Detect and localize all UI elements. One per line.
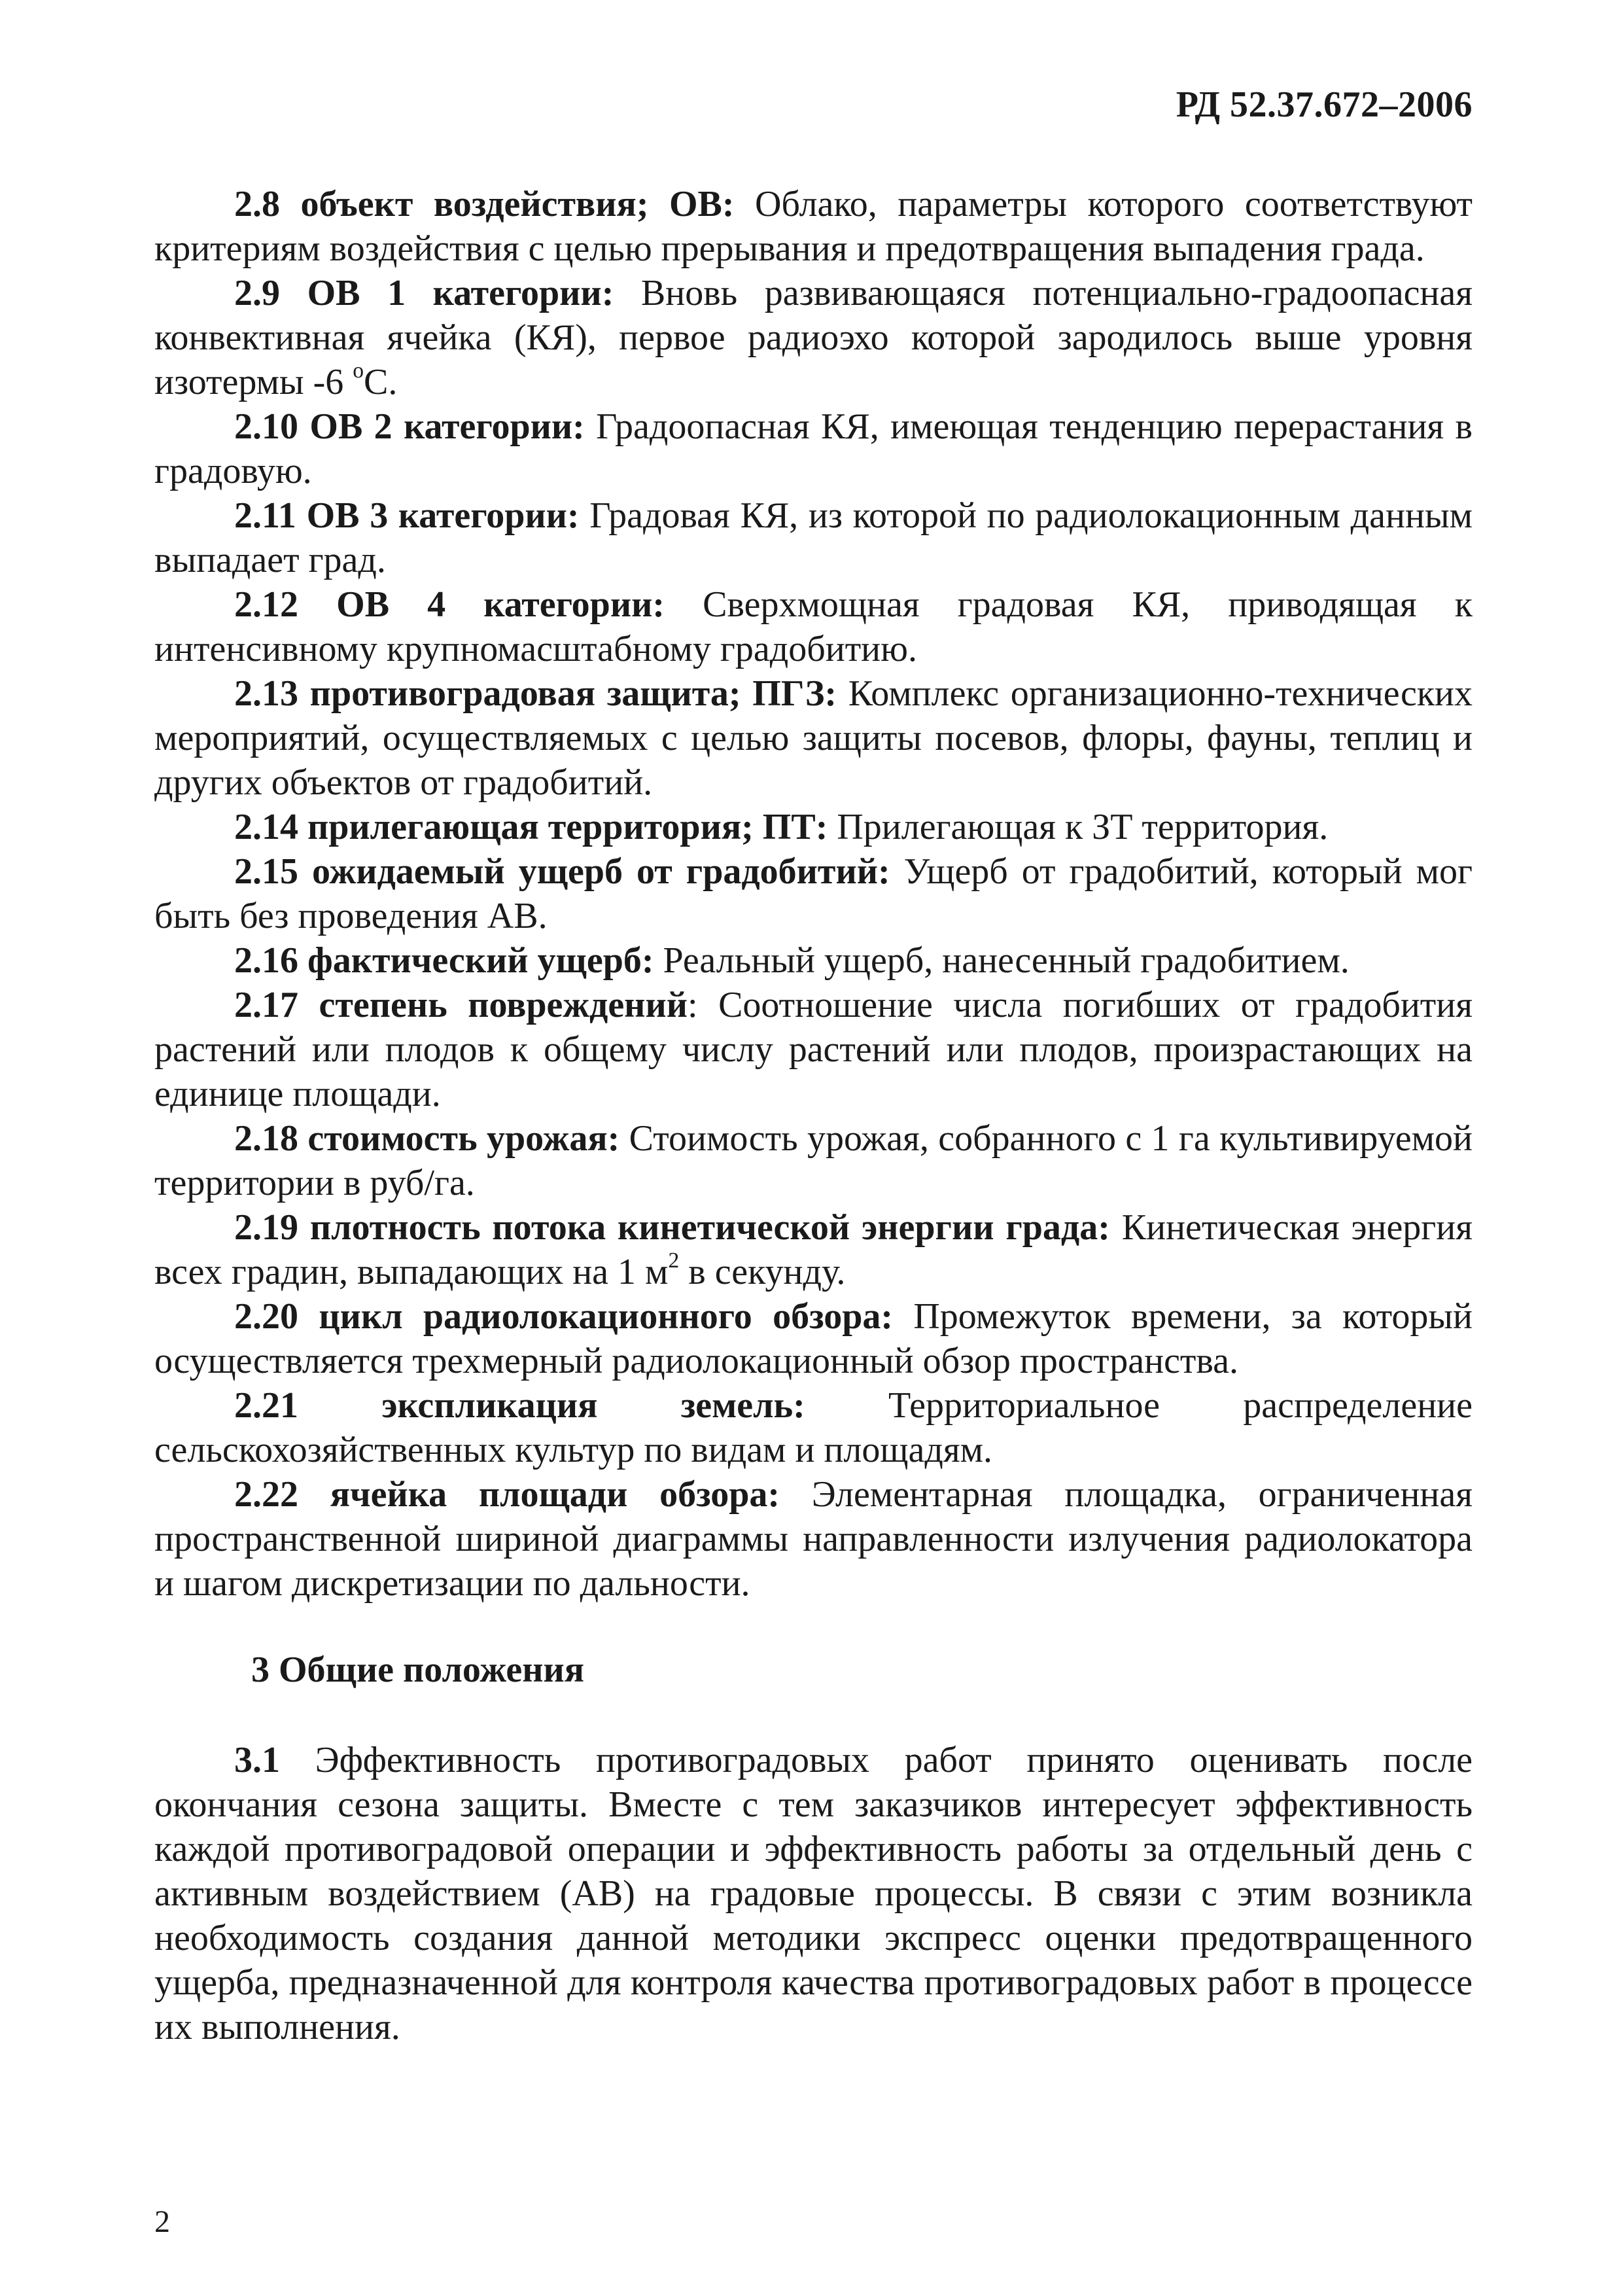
definition-text: Промежуток времени, за который осуществляется трехмерный радиолокационный обзор пространства. xyxy=(154,1296,1473,1381)
definition-term: ОВ 1 категории: xyxy=(307,273,614,313)
definition-text: Сверхмощная градовая КЯ, приводящая к интенсивному крупномасштабному градобитию. xyxy=(154,584,1473,669)
square-superscript: 2 xyxy=(668,1248,680,1273)
section-paragraph-3-1 xyxy=(154,1738,1473,2049)
definition-number: 2.22 xyxy=(234,1474,298,1515)
definition-term: степень повреждений xyxy=(319,985,688,1025)
definition-term: объект воздействия; ОВ: xyxy=(300,184,735,224)
definition-text: Комплекс организационно-технических мероприятий, осуществляемых с целью защиты посевов, флоры, фауны, теплиц и других объектов от градобитий. xyxy=(154,673,1473,803)
definition-text-after: в секунду. xyxy=(679,1252,846,1292)
definition-text: Реальный ущерб, нанесенный градобитием. xyxy=(654,940,1350,981)
definition-number: 2.10 xyxy=(234,406,298,447)
definition-text: Ущерб от градобитий, который мог быть без проведения АВ. xyxy=(154,851,1473,936)
definition-text: Градоопасная КЯ, имеющая тенденцию перерастания в градовую. xyxy=(154,406,1473,491)
definition-term: прилегающая территория; ПТ: xyxy=(307,807,828,847)
definition-text: Элементарная площадка, ограниченная пространственной шириной диаграммы направленности излучения радиолокатора и шагом дискретизации по дальности. xyxy=(154,1474,1473,1604)
definition-text: Территориальное распределение сельскохозяйственных культур по видам и площадям. xyxy=(154,1385,1473,1470)
definition-term: цикл радиолокационного обзора: xyxy=(319,1296,894,1337)
definition-2-9 xyxy=(154,271,1473,404)
definition-text: Стоимость урожая, собранного с 1 га культивируемой территории в руб/га. xyxy=(154,1118,1473,1203)
definition-number: 2.19 xyxy=(234,1207,298,1248)
definition-term: ОВ 4 категории: xyxy=(336,584,665,625)
definition-term: ячейка площади обзора: xyxy=(330,1474,780,1515)
definition-term: ОВ 3 категории: xyxy=(306,495,580,536)
definition-text: Градовая КЯ, из которой по радиолокационным данным выпадает град. xyxy=(154,495,1473,580)
definition-2-19 xyxy=(154,1205,1473,1294)
definition-2-22 xyxy=(154,1472,1473,1606)
definition-term: плотность потока кинетической энергии града: xyxy=(309,1207,1110,1248)
degree-superscript: о xyxy=(353,358,364,383)
definition-number: 2.14 xyxy=(234,807,298,847)
definition-number: 2.8 xyxy=(234,184,280,224)
definition-text-after: С. xyxy=(364,362,398,402)
definition-number: 2.15 xyxy=(234,851,298,892)
definition-term: экспликация земель: xyxy=(381,1385,805,1426)
definition-2-21 xyxy=(154,1383,1473,1472)
definition-text: Облако, параметры которого соответствуют критериям воздействия с целью прерывания и предотвращения выпадения града. xyxy=(154,184,1473,269)
definition-2-18 xyxy=(154,1116,1473,1205)
definition-number: 2.17 xyxy=(234,985,298,1025)
definition-2-17 xyxy=(154,983,1473,1116)
definition-number: 2.20 xyxy=(234,1296,298,1337)
section-title: 3 Общие положения xyxy=(251,1650,585,1690)
definition-text: Прилегающая к ЗТ территория. xyxy=(828,807,1329,847)
definition-text: Вновь развивающаяся потенциально-градоопасная конвективная ячейка (КЯ), первое радиоэхо которой зародилось выше уровня изотермы -6 xyxy=(154,273,1473,402)
definition-number: 2.12 xyxy=(234,584,298,625)
definition-text: Кинетическая энергия всех градин, выпадающих на 1 м xyxy=(154,1207,1473,1292)
definition-term: противоградовая защита; ПГЗ: xyxy=(309,673,837,714)
definition-2-16 xyxy=(154,938,1473,983)
definition-term: ОВ 2 категории: xyxy=(309,406,585,447)
definition-2-20 xyxy=(154,1294,1473,1383)
definition-2-8 xyxy=(154,182,1473,271)
definition-term: стоимость урожая: xyxy=(307,1118,620,1159)
definition-2-12 xyxy=(154,582,1473,671)
document-code-header: РД 52.37.672–2006 xyxy=(1176,84,1473,125)
definition-2-13 xyxy=(154,671,1473,805)
definition-number: 2.21 xyxy=(234,1385,298,1426)
page-number: 2 xyxy=(154,2204,170,2239)
definition-2-10 xyxy=(154,404,1473,493)
definition-number: 2.11 xyxy=(234,495,296,536)
document-body xyxy=(154,182,1473,2049)
definition-term: ожидаемый ущерб от градобитий: xyxy=(311,851,890,892)
definition-number: 2.13 xyxy=(234,673,298,714)
definition-text: : Соотношение числа погибших от градобития растений или плодов к общему числу растений или плодов, произрастающих на единице площади. xyxy=(154,985,1473,1114)
paragraph-text: Эффективность противоградовых работ принято оценивать после окончания сезона защиты. Вместе с тем заказчиков интересует эффективность каждой противоградовой операции и эффективность работы за отдельный день с активным воздействием (АВ) на градовые процессы. В связи с этим возникла необходимость создания данной методики экспресс оценки предотвращенного ущерба, предназначенной для контроля качества противоградовых работ в процессе их выполнения. xyxy=(154,1740,1473,2047)
definition-2-15 xyxy=(154,849,1473,938)
definition-2-14 xyxy=(154,805,1473,849)
definition-2-11 xyxy=(154,493,1473,582)
definition-term: фактический ущерб: xyxy=(307,940,654,981)
definition-number: 2.16 xyxy=(234,940,298,981)
paragraph-number: 3.1 xyxy=(234,1740,280,1780)
definition-number: 2.9 xyxy=(234,273,280,313)
definition-number: 2.18 xyxy=(234,1118,298,1159)
